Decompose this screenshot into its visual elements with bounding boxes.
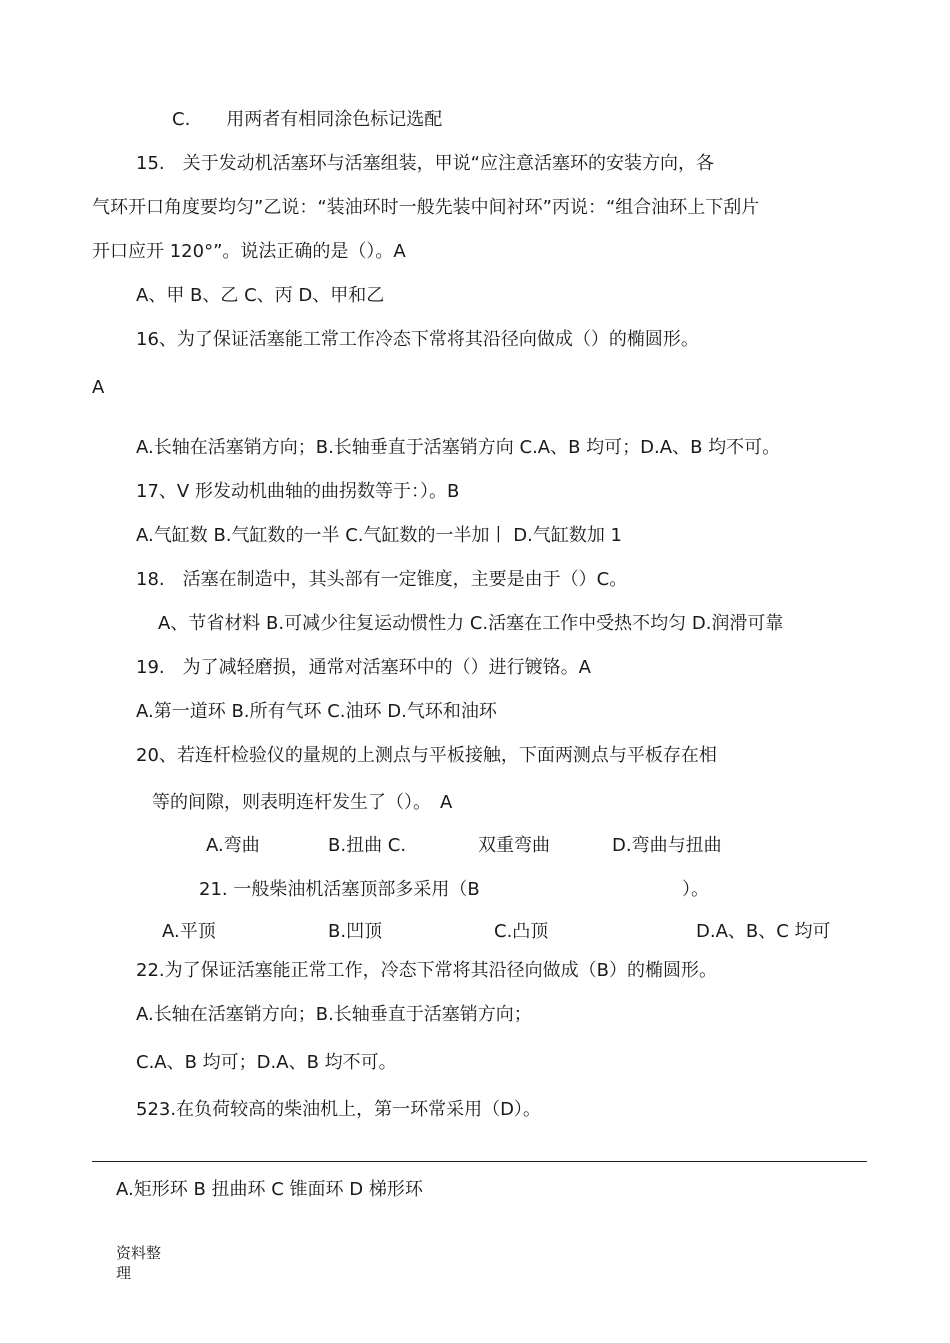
q21-option-c: C.凸顶: [494, 921, 549, 942]
q523-line: 523.在负荷较高的柴油机上，第一环常采用（D）。: [136, 1099, 541, 1120]
q16-answer: A: [92, 377, 105, 398]
q18-options: A、节省材料 B.可减少往复运动惯性力 C.活塞在工作中受热不均匀 D.润滑可靠: [158, 613, 784, 634]
q15-line2: 气环开口角度要均匀”乙说：“装油环时一般先装中间衬环”丙说：“组合油环上下刮片: [92, 197, 760, 218]
page-divider: [92, 1161, 867, 1162]
q20-option-c: 双重弯曲: [478, 835, 550, 856]
q20-option-a: A.弯曲: [206, 835, 260, 856]
q18-line: 18. 活塞在制造中，其头部有一定锥度，主要是由于（）C。: [136, 569, 628, 590]
q21-option-b: B.凹顶: [328, 921, 383, 942]
q19-line: 19. 为了减轻磨损，通常对活塞环中的（）进行镀铬。A: [136, 657, 591, 678]
q22-options-cd: C.A、B 均可；D.A、B 均不可。: [136, 1052, 397, 1073]
q21-option-a: A.平顶: [162, 921, 216, 942]
q20-option-d: D.弯曲与扭曲: [612, 835, 722, 856]
q15-options: A、甲 B、乙 C、丙 D、甲和乙: [136, 285, 385, 306]
q17-options: A.气缸数 B.气缸数的一半 C.气缸数的一半加丨 D.气缸数加 1: [136, 525, 622, 546]
q16-line: 16、为了保证活塞能工常工作冷态下常将其沿径向做成（）的椭圆形。: [136, 329, 699, 350]
q17-line: 17、V 形发动机曲轴的曲拐数等于：）。B: [136, 481, 460, 502]
option-c-line: C. 用两者有相同涂色标记选配: [172, 109, 443, 130]
q21-option-d: D.A、B、C 均可: [696, 921, 831, 942]
q15-line1: 15. 关于发动机活塞环与活塞组装，甲说“应注意活塞环的安装方向，各: [136, 153, 714, 174]
q22-line: 22.为了保证活塞能正常工作，冷态下常将其沿径向做成（B）的椭圆形。: [136, 960, 717, 981]
q22-options-ab: A.长轴在活塞销方向；B.长轴垂直于活塞销方向；: [136, 1004, 532, 1025]
q21-line-end: ）。: [682, 879, 709, 900]
q16-options: A.长轴在活塞销方向；B.长轴垂直于活塞销方向 C.A、B 均可；D.A、B 均不可。: [136, 437, 781, 458]
footer-line2: 理: [116, 1264, 132, 1282]
q20-line2: 等的间隙，则表明连杆发生了（）。 A: [152, 792, 453, 813]
footer-line1: 资料整: [116, 1244, 162, 1262]
q19-options: A.第一道环 B.所有气环 C.油环 D.气环和油环: [136, 701, 497, 722]
q20-line1: 20、若连杆检验仪的量规的上测点与平板接触，下面两测点与平板存在相: [136, 745, 717, 766]
q20-option-b: B.扭曲 C.: [328, 835, 407, 856]
q15-line3: 开口应开 120°”。说法正确的是（）。A: [92, 241, 406, 262]
q523-options: A.矩形环 B 扭曲环 C 锥面环 D 梯形环: [116, 1179, 423, 1200]
q21-line: 21. 一般柴油机活塞顶部多采用（B: [199, 879, 480, 900]
